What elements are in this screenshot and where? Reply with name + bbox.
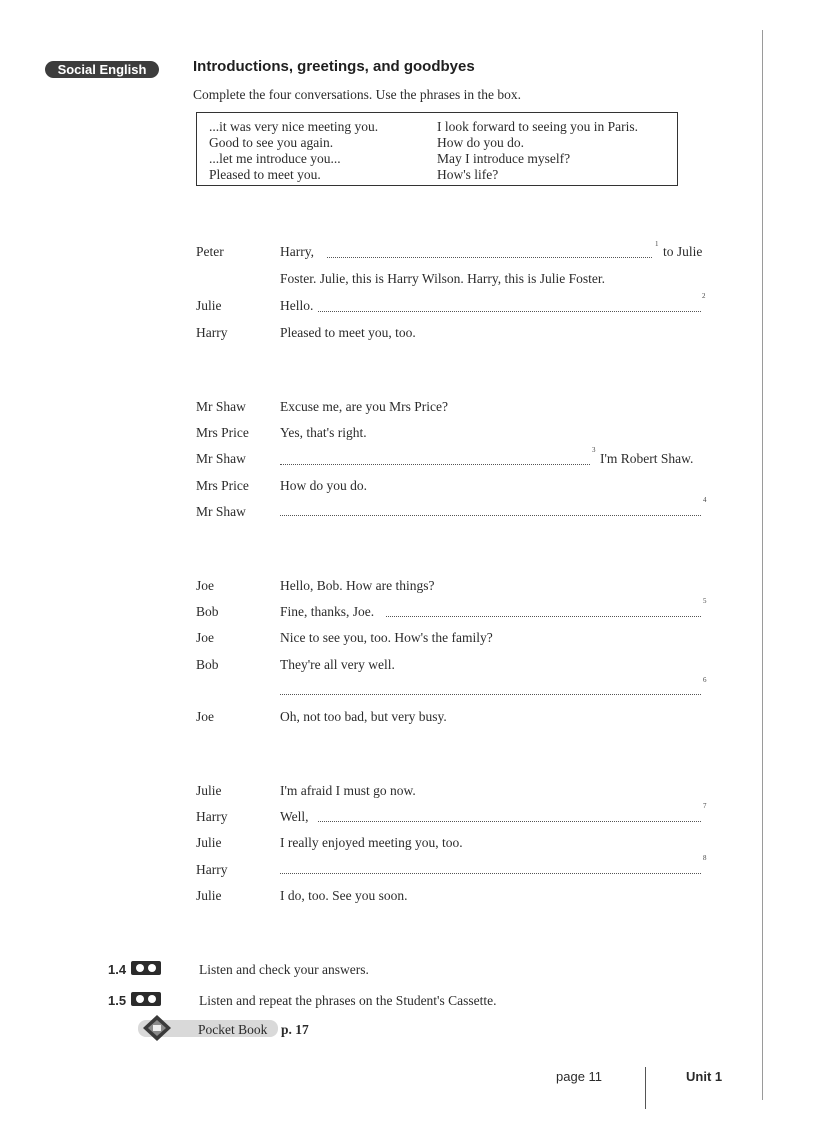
line-text: I'm Robert Shaw.	[600, 451, 694, 466]
answer-blank-8[interactable]	[280, 873, 701, 874]
speaker: Harry	[196, 809, 228, 824]
page-number: page 11	[556, 1069, 603, 1084]
cassette-icon	[131, 961, 161, 975]
phrase: How's life?	[437, 167, 499, 182]
phrase: I look forward to seeing you in Paris.	[437, 119, 638, 134]
instruction: Complete the four conversations. Use the phrases in the box.	[193, 87, 522, 102]
speaker: Joe	[196, 709, 214, 724]
unit-label: Unit 1	[686, 1069, 723, 1084]
scan-edge-line	[762, 30, 763, 1100]
line-text: to Julie	[663, 244, 703, 259]
line-text: I do, too. See you soon.	[280, 888, 408, 903]
track-number: 1.4	[108, 962, 127, 977]
line-text: Hello.	[280, 298, 314, 313]
page-title: Introductions, greetings, and goodbyes	[193, 58, 475, 75]
answer-blank-1[interactable]	[327, 257, 652, 258]
track-number: 1.5	[108, 993, 127, 1008]
pocket-book-label: Pocket Book	[198, 1022, 268, 1037]
speaker: Julie	[196, 888, 222, 903]
phrase-box	[196, 112, 678, 186]
audio-instruction: Listen and repeat the phrases on the Student's Cassette.	[199, 993, 497, 1008]
speaker: Peter	[196, 244, 224, 259]
footer-divider	[645, 1067, 646, 1109]
answer-blank-7[interactable]	[318, 821, 701, 822]
speaker: Julie	[196, 835, 222, 850]
speaker: Bob	[196, 604, 219, 619]
cassette-icon	[131, 992, 161, 1006]
answer-blank-2[interactable]	[318, 311, 701, 312]
speaker: Joe	[196, 578, 214, 593]
line-text: Nice to see you, too. How's the family?	[280, 630, 493, 645]
blank-number: 8	[703, 854, 707, 862]
blank-number: 4	[703, 496, 707, 504]
speaker: Harry	[196, 862, 228, 877]
line-text: Oh, not too bad, but very busy.	[280, 709, 447, 724]
line-text: Harry,	[280, 244, 314, 259]
speaker: Bob	[196, 657, 219, 672]
blank-number: 1	[655, 240, 659, 248]
line-text: How do you do.	[280, 478, 367, 493]
line-text: I really enjoyed meeting you, too.	[280, 835, 463, 850]
speaker: Mrs Price	[196, 425, 249, 440]
line-text: I'm afraid I must go now.	[280, 783, 416, 798]
line-text: Foster. Julie, this is Harry Wilson. Harry, this is Julie Foster.	[280, 271, 605, 286]
line-text: Yes, that's right.	[280, 425, 367, 440]
line-text: Hello, Bob. How are things?	[280, 578, 435, 593]
speaker: Mrs Price	[196, 478, 249, 493]
speaker: Mr Shaw	[196, 504, 246, 519]
line-text: Well,	[280, 809, 309, 824]
blank-number: 7	[703, 802, 707, 810]
speaker: Julie	[196, 298, 222, 313]
speaker: Joe	[196, 630, 214, 645]
speaker: Mr Shaw	[196, 451, 246, 466]
line-text: They're all very well.	[280, 657, 395, 672]
audio-instruction: Listen and check your answers.	[199, 962, 369, 977]
answer-blank-6[interactable]	[280, 694, 701, 695]
blank-number: 5	[703, 597, 707, 605]
pocket-book-icon	[142, 1014, 172, 1042]
phrase: May I introduce myself?	[437, 151, 571, 166]
speaker: Julie	[196, 783, 222, 798]
answer-blank-3[interactable]	[280, 464, 590, 465]
blank-number: 3	[592, 446, 596, 454]
speaker: Harry	[196, 325, 228, 340]
phrase: Pleased to meet you.	[209, 167, 321, 182]
blank-number: 2	[702, 292, 706, 300]
line-text: Pleased to meet you, too.	[280, 325, 416, 340]
phrase: Good to see you again.	[209, 135, 334, 150]
answer-blank-4[interactable]	[280, 515, 701, 516]
section-badge: Social English	[45, 61, 159, 78]
phrase: ...let me introduce you...	[209, 151, 341, 166]
phrase: ...it was very nice meeting you.	[209, 119, 379, 134]
pocket-book-page: p. 17	[281, 1022, 309, 1037]
phrase: How do you do.	[437, 135, 524, 150]
blank-number: 6	[703, 676, 707, 684]
answer-blank-5[interactable]	[386, 616, 701, 617]
speaker: Mr Shaw	[196, 399, 246, 414]
line-text: Excuse me, are you Mrs Price?	[280, 399, 448, 414]
line-text: Fine, thanks, Joe.	[280, 604, 375, 619]
